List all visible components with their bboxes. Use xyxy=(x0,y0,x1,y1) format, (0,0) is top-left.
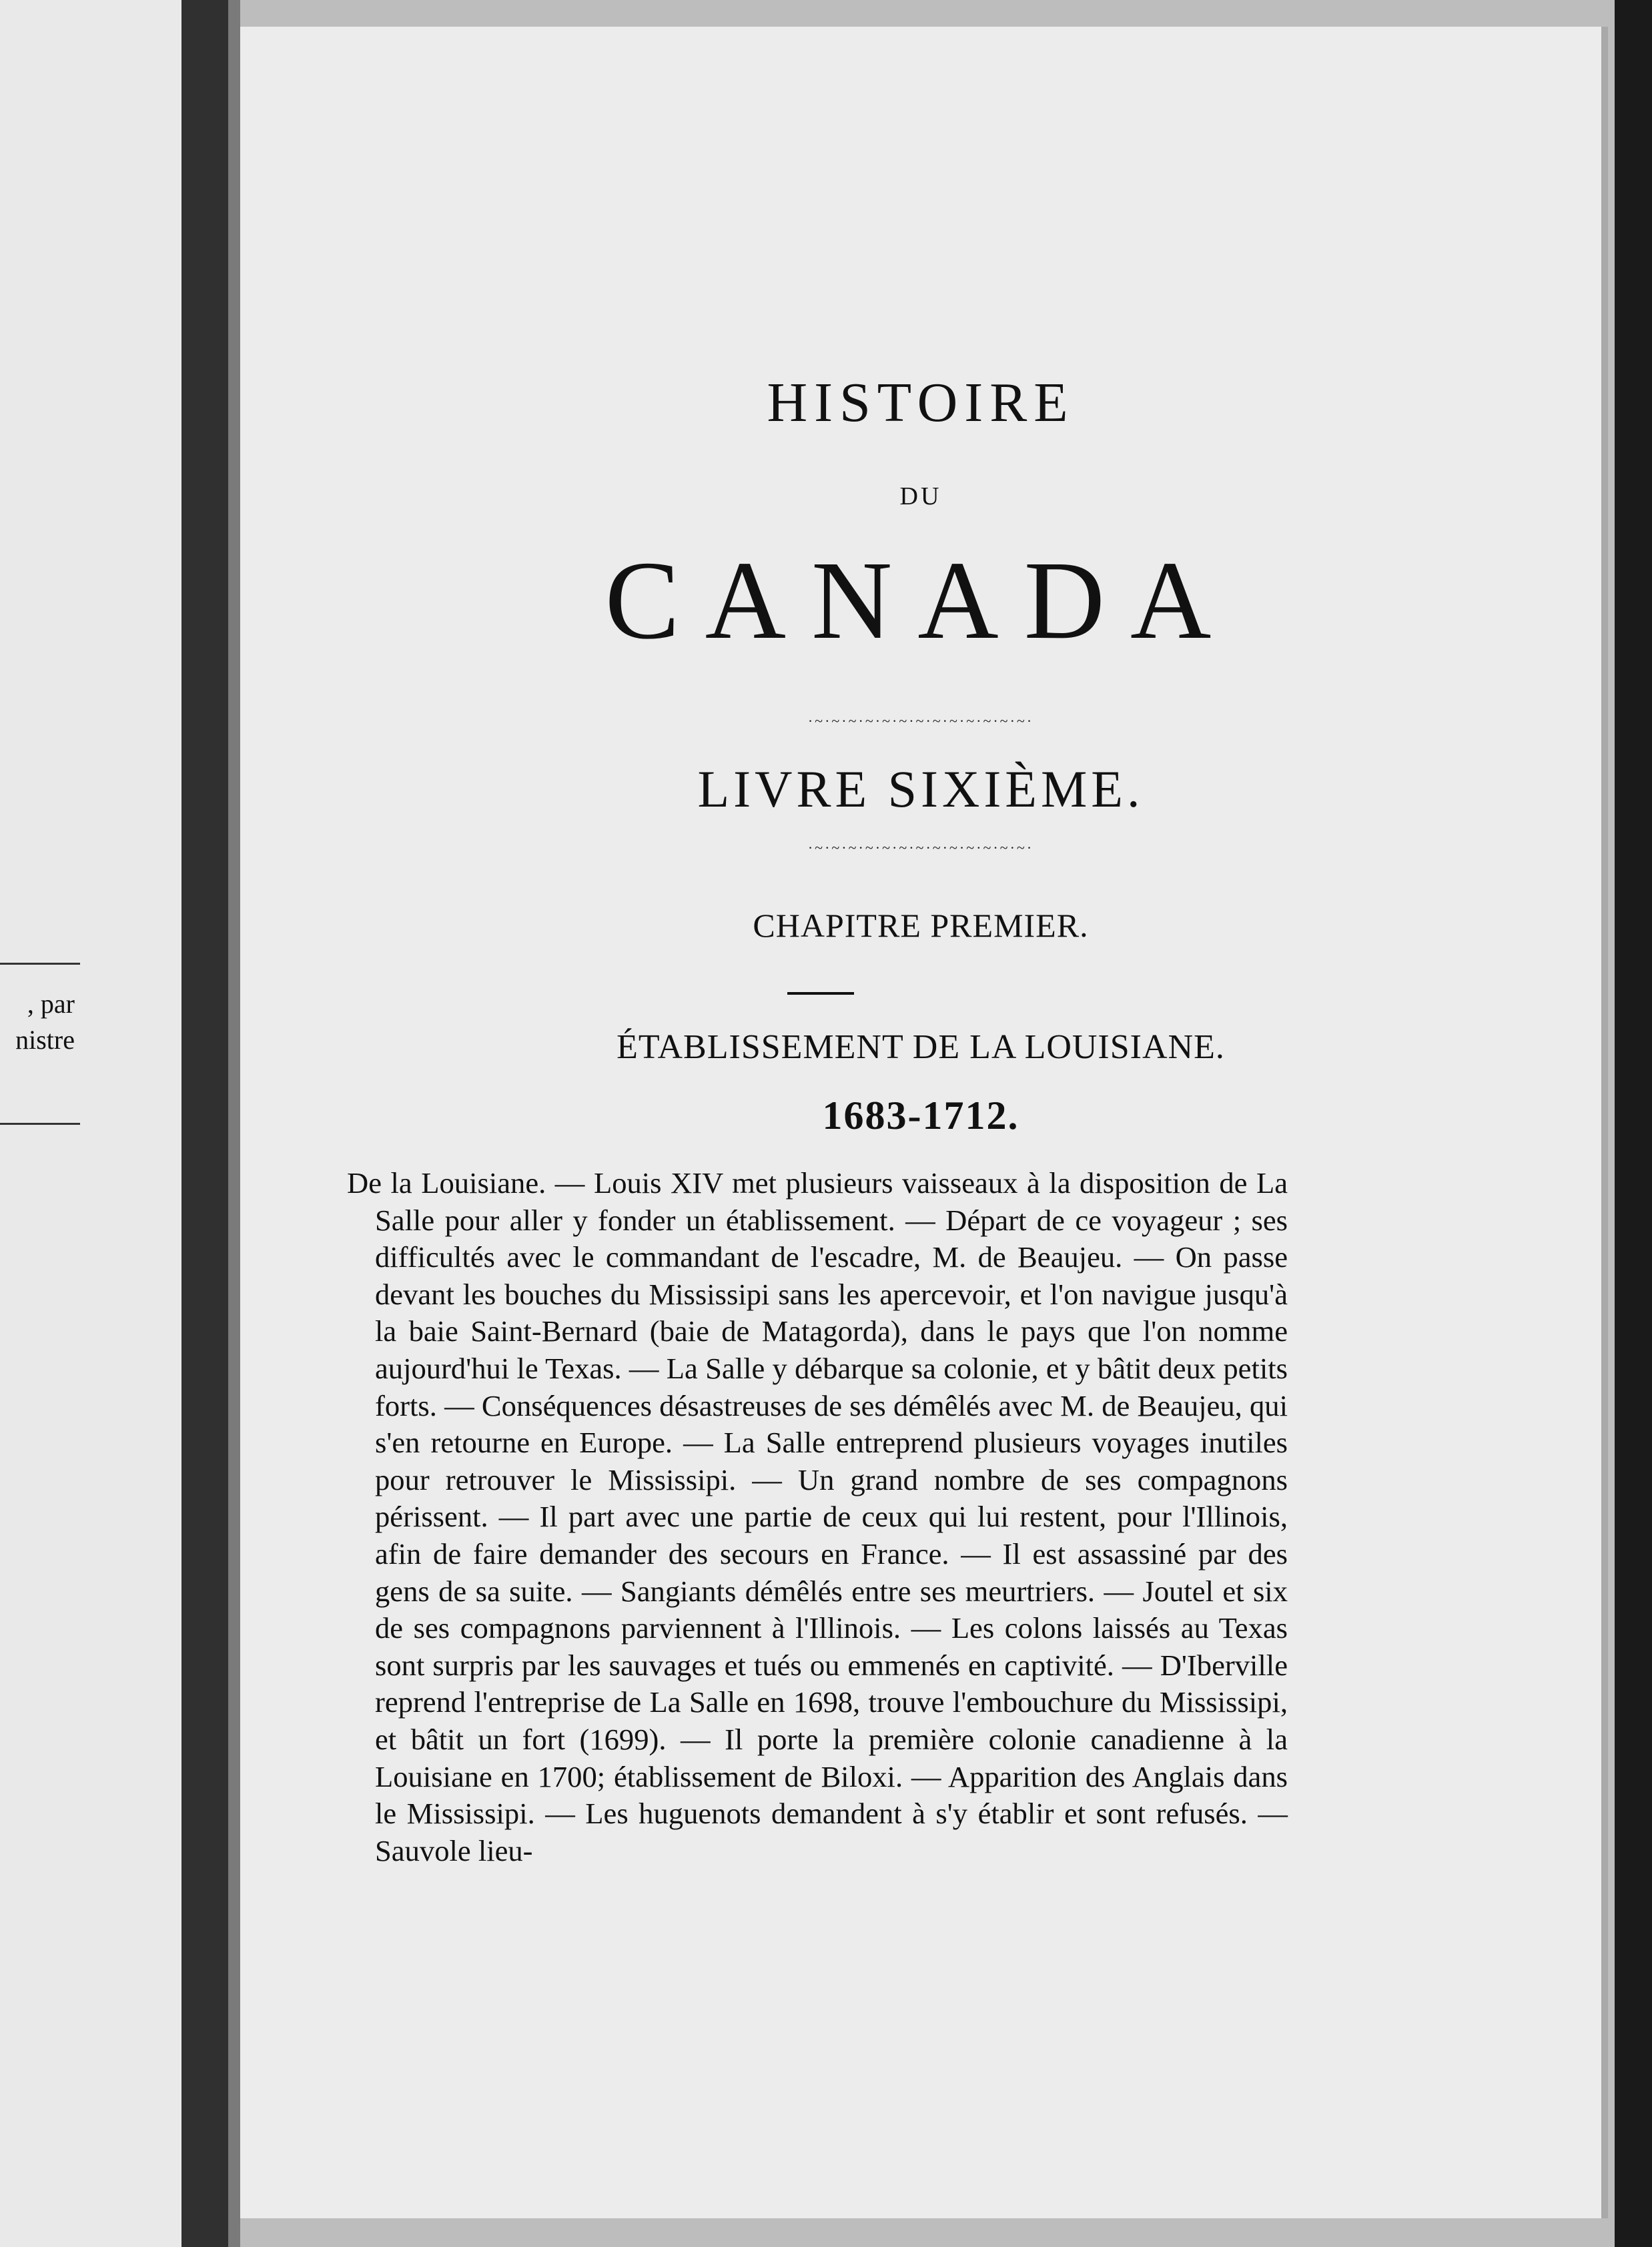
chapter-dates: 1683-1712. xyxy=(822,1093,1019,1138)
chapter-summary: De la Louisiane. — Louis XIV met plusieurs vaisseaux à la disposition de La Salle pour aller y fonder un établissement. — Départ de ce voyageur ; ses difficultés avec le commandant de l'escadre, M. de Beaujeu. — On passe devant les bouches du Mississipi sans les apercevoir, et l'on navigue jusqu'à la baie Saint-Bernard (baie de Matagorda), dans le pays que l'on nomme aujourd'hui le Texas. — La Salle y débarque sa colonie, et y bâtit deux petits forts. — Conséquences désastreuses de ses démêlés avec M. de Beaujeu, qui s'en retourne en Europe. — La Salle entreprend plusieurs voyages inutiles pour retrouver le Mississipi. — Un grand nombre de ses compagnons périssent. — Il part avec une partie de ceux qui lui restent, pour l'Illinois, afin de faire demander des secours en France. — Il est assassiné par des gens de sa suite. — Sangiants démêlés entre ses meurtriers. — Joutel et six de ses compagnons parviennent à l'Illinois. — Les colons laissés au Texas sont surpris par les sauvages et tués ou emmenés en captivité. — D'Iberville reprend l'entreprise de La Salle en 1698, trouve l'embouchure du Mississipi, et bâtit un fort (1699). — Il porte la première colonie canadienne à la Louisiane en 1700; établissement de Biloxi. — Apparition des Anglais dans le Mississipi. — Les huguenots demandent à s'y établir et sont refusés. — Sauvole lieu- xyxy=(347,1166,1288,1867)
left-page-fragment: nistre xyxy=(15,1025,75,1055)
chapter-heading: CHAPITRE PREMIER. xyxy=(753,907,1089,944)
left-page-rule xyxy=(0,1123,80,1125)
left-page-fragment: , par xyxy=(27,989,75,1019)
chapter-title: ÉTABLISSEMENT DE LA LOUISIANE. xyxy=(616,1028,1225,1066)
gutter-shadow xyxy=(228,0,240,2247)
title-du: DU xyxy=(899,482,942,510)
page-edge-dark xyxy=(1615,0,1652,2247)
short-rule xyxy=(787,992,854,995)
title-histoire: HISTOIRE xyxy=(767,372,1075,434)
left-page-rule xyxy=(0,963,80,965)
ornament-rule: ·~·~·~·~·~·~·~·~·~·~·~·~·~· xyxy=(807,839,1034,856)
ornament-rule: ·~·~·~·~·~·~·~·~·~·~·~·~·~· xyxy=(807,713,1034,729)
title-canada: CANADA xyxy=(604,538,1237,662)
book-heading: LIVRE SIXIÈME. xyxy=(697,760,1144,818)
book-gutter xyxy=(181,0,228,2247)
